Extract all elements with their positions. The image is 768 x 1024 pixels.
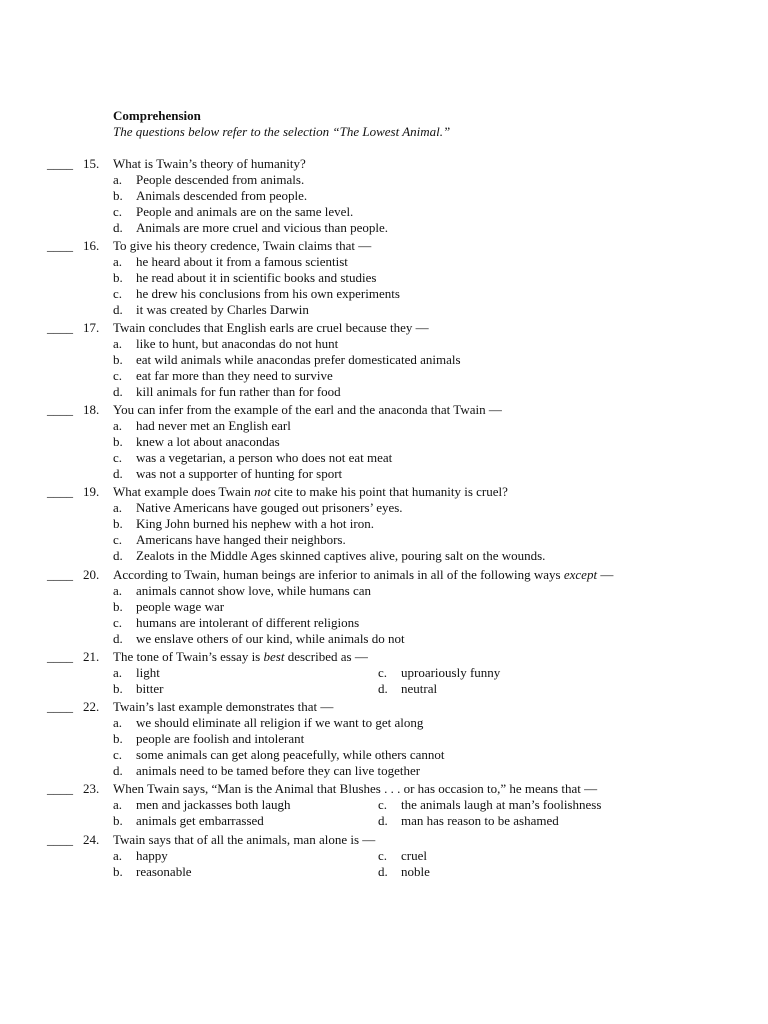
answer-option: d. kill animals for fun rather than for food bbox=[113, 384, 341, 399]
answer-option: b. King John burned his nephew with a hot iron. bbox=[113, 516, 374, 531]
question-number: 17. bbox=[83, 320, 100, 335]
question-18 bbox=[0, 402, 768, 482]
answer-option: a. light bbox=[113, 665, 160, 680]
question-21 bbox=[0, 649, 768, 697]
emphasis: not bbox=[254, 484, 271, 499]
answer-option: c. humans are intolerant of different religions bbox=[113, 615, 360, 630]
answer-option: c. eat far more than they need to survive bbox=[113, 368, 333, 383]
answer-blank[interactable]: ____ bbox=[47, 699, 73, 714]
question-stem: Twain says that of all the animals, man alone is — bbox=[113, 832, 376, 847]
answer-blank[interactable]: ____ bbox=[47, 649, 73, 664]
answer-option: c. cruel bbox=[378, 848, 427, 863]
answer-option: a. People descended from animals. bbox=[113, 172, 305, 187]
emphasis: except bbox=[563, 567, 598, 582]
answer-option: a. happy bbox=[113, 848, 168, 863]
answer-option: c. uproariously funny bbox=[378, 665, 501, 680]
question-24 bbox=[0, 832, 768, 880]
answer-blank[interactable]: ____ bbox=[47, 567, 73, 582]
question-stem: What example does Twain not cite to make his point that humanity is cruel? bbox=[113, 484, 508, 499]
answer-option: c. was a vegetarian, a person who does not eat meat bbox=[113, 450, 393, 465]
answer-option: b. animals get embarrassed bbox=[113, 813, 264, 828]
answer-option: b. bitter bbox=[113, 681, 164, 696]
answer-option: b. he read about it in scientific books and studies bbox=[113, 270, 377, 285]
answer-option: b. knew a lot about anacondas bbox=[113, 434, 280, 449]
section-instructions: The questions below refer to the selection “The Lowest Animal.” bbox=[113, 124, 451, 139]
question-stem: To give his theory credence, Twain claims that — bbox=[113, 238, 372, 253]
question-stem: When Twain says, “Man is the Animal that Blushes . . . or has occasion to,” he means that — bbox=[113, 781, 598, 796]
answer-option: d. Zealots in the Middle Ages skinned captives alive, pouring salt on the wounds. bbox=[113, 548, 546, 563]
question-number: 21. bbox=[83, 649, 100, 664]
question-17 bbox=[0, 320, 768, 400]
question-number: 16. bbox=[83, 238, 100, 253]
question-15 bbox=[0, 156, 768, 236]
question-stem: Twain concludes that English earls are cruel because they — bbox=[113, 320, 429, 335]
answer-blank[interactable]: ____ bbox=[47, 320, 73, 335]
answer-option: a. Native Americans have gouged out prisoners’ eyes. bbox=[113, 500, 403, 515]
answer-blank[interactable]: ____ bbox=[47, 832, 73, 847]
answer-option: b. Animals descended from people. bbox=[113, 188, 308, 203]
answer-option: d. noble bbox=[378, 864, 430, 879]
answer-option: d. it was created by Charles Darwin bbox=[113, 302, 309, 317]
answer-option: a. men and jackasses both laugh bbox=[113, 797, 291, 812]
question-16 bbox=[0, 238, 768, 318]
question-23 bbox=[0, 781, 768, 829]
question-stem: According to Twain, human beings are inferior to animals in all of the following ways except — bbox=[113, 567, 614, 582]
answer-option: d. animals need to be tamed before they can live together bbox=[113, 763, 421, 778]
answer-option: a. like to hunt, but anacondas do not hunt bbox=[113, 336, 339, 351]
answer-option: c. some animals can get along peacefully, while others cannot bbox=[113, 747, 445, 762]
question-number: 20. bbox=[83, 567, 100, 582]
question-number: 22. bbox=[83, 699, 100, 714]
question-20 bbox=[0, 567, 768, 647]
answer-option: b. people wage war bbox=[113, 599, 225, 614]
answer-option: c. People and animals are on the same level. bbox=[113, 204, 354, 219]
answer-option: b. people are foolish and intolerant bbox=[113, 731, 305, 746]
answer-blank[interactable]: ____ bbox=[47, 402, 73, 417]
answer-blank[interactable]: ____ bbox=[47, 238, 73, 253]
question-stem: The tone of Twain’s essay is best described as — bbox=[113, 649, 368, 664]
question-19 bbox=[0, 484, 768, 564]
question-stem: You can infer from the example of the earl and the anaconda that Twain — bbox=[113, 402, 502, 417]
answer-option: d. man has reason to be ashamed bbox=[378, 813, 559, 828]
answer-option: b. eat wild animals while anacondas prefer domesticated animals bbox=[113, 352, 461, 367]
answer-blank[interactable]: ____ bbox=[47, 156, 73, 171]
answer-option: d. Animals are more cruel and vicious than people. bbox=[113, 220, 388, 235]
question-number: 23. bbox=[83, 781, 100, 796]
answer-option: d. neutral bbox=[378, 681, 438, 696]
question-number: 18. bbox=[83, 402, 100, 417]
answer-option: a. had never met an English earl bbox=[113, 418, 291, 433]
answer-option: c. Americans have hanged their neighbors. bbox=[113, 532, 346, 547]
question-number: 19. bbox=[83, 484, 100, 499]
answer-option: a. he heard about it from a famous scientist bbox=[113, 254, 348, 269]
section-title: Comprehension bbox=[113, 108, 201, 123]
question-number: 15. bbox=[83, 156, 100, 171]
answer-option: d. was not a supporter of hunting for sport bbox=[113, 466, 343, 481]
answer-option: b. reasonable bbox=[113, 864, 192, 879]
question-stem: Twain’s last example demonstrates that — bbox=[113, 699, 334, 714]
answer-option: a. animals cannot show love, while humans can bbox=[113, 583, 372, 598]
answer-option: d. we enslave others of our kind, while animals do not bbox=[113, 631, 405, 646]
question-22 bbox=[0, 699, 768, 779]
question-number: 24. bbox=[83, 832, 100, 847]
answer-option: c. the animals laugh at man’s foolishness bbox=[378, 797, 602, 812]
answer-blank[interactable]: ____ bbox=[47, 484, 73, 499]
answer-option: a. we should eliminate all religion if we want to get along bbox=[113, 715, 424, 730]
answer-blank[interactable]: ____ bbox=[47, 781, 73, 796]
question-stem: What is Twain’s theory of humanity? bbox=[113, 156, 306, 171]
answer-option: c. he drew his conclusions from his own experiments bbox=[113, 286, 400, 301]
emphasis: best bbox=[263, 649, 285, 664]
